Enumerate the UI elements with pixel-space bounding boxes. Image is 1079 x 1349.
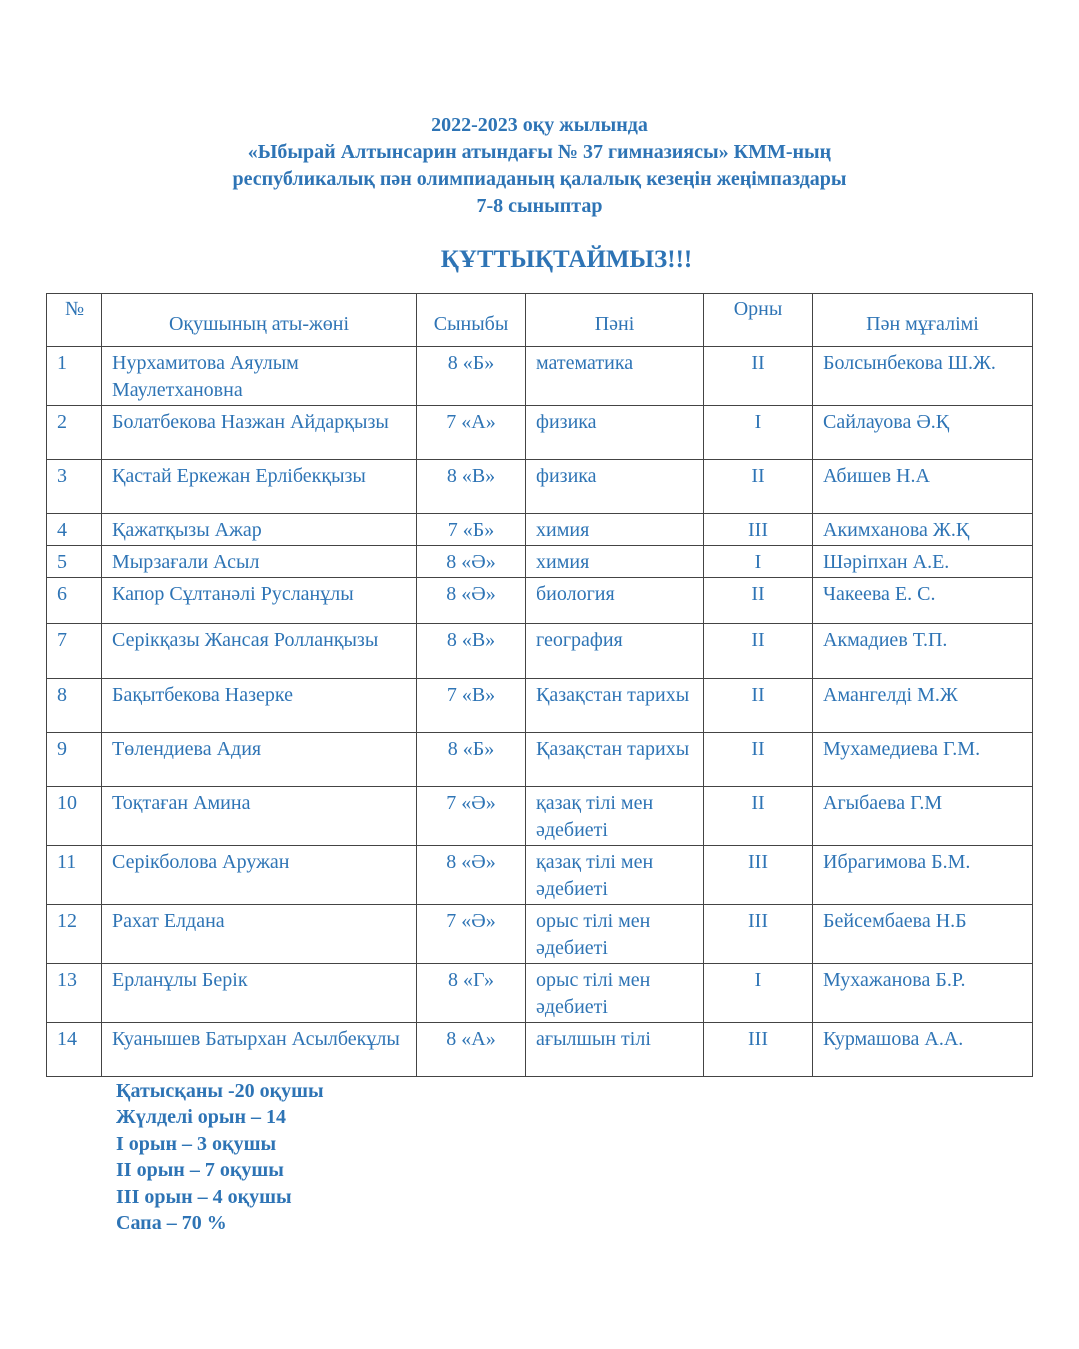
cell-subject: биология [526,578,704,624]
cell-name: Куанышев Батырхан Асылбекұлы [102,1023,417,1077]
cell-subject: химия [526,546,704,578]
cell-grade: 7 «А» [417,406,526,460]
table-header-row [47,294,1033,347]
congratulations-title: ҚҰТТЫҚТАЙМЫЗ!!! [440,246,693,273]
table-row [47,406,1033,460]
cell-teacher: Мухажанова Б.Р. [813,964,1033,1023]
column-header-name: Оқушының аты-жөні [102,294,417,347]
cell-grade: 8 «А» [417,1023,526,1077]
cell-num: 1 [47,347,102,406]
cell-teacher: Ибрагимова Б.М. [813,846,1033,905]
cell-name: Ерланұлы Берік [102,964,417,1023]
cell-teacher: Амангелді М.Ж [813,679,1033,733]
cell-place: II [704,787,813,846]
cell-subject: ағылшын тілі [526,1023,704,1077]
summary-prize-places: Жүлделі орын – 14 [116,1106,287,1129]
cell-place: I [704,406,813,460]
cell-num: 13 [47,964,102,1023]
table-row [47,905,1033,964]
header-line-year: 2022-2023 оқу жылында [431,114,648,136]
table-row [47,787,1033,846]
cell-teacher: Болсынбекова Ш.Ж. [813,347,1033,406]
cell-grade: 8 «Ә» [417,846,526,905]
document-header [0,112,1079,220]
table-body [47,347,1033,1077]
table-row [47,679,1033,733]
summary-first-place: I орын – 3 оқушы [116,1132,277,1155]
cell-name: Төлендиева Адия [102,733,417,787]
column-header-place: Орны [704,294,813,347]
cell-grade: 7 «Ә» [417,787,526,846]
cell-name: Серікқазы Жансая Ролланқызы [102,624,417,679]
cell-num: 11 [47,846,102,905]
cell-teacher: Шәріпхан А.Е. [813,546,1033,578]
cell-teacher: Абишев Н.А [813,460,1033,514]
header-line-school: «Ыбырай Алтынсарин атындағы № 37 гимназиясы» КММ-ның [247,141,832,163]
cell-num: 4 [47,514,102,546]
cell-num: 9 [47,733,102,787]
cell-teacher: Сайлауова Ә.Қ [813,406,1033,460]
cell-subject: орыс тілі мен әдебиеті [526,964,704,1023]
cell-num: 6 [47,578,102,624]
cell-place: II [704,347,813,406]
cell-num: 2 [47,406,102,460]
cell-num: 7 [47,624,102,679]
table-row [47,460,1033,514]
cell-grade: 8 «Г» [417,964,526,1023]
cell-name: Серікболова Аружан [102,846,417,905]
cell-subject: Қазақстан тарихы [526,679,704,733]
cell-grade: 7 «Б» [417,514,526,546]
cell-grade: 8 «Ә» [417,546,526,578]
cell-teacher: Акимханова Ж.Қ [813,514,1033,546]
cell-num: 5 [47,546,102,578]
cell-teacher: Агыбаева Г.М [813,787,1033,846]
cell-subject: Қазақстан тарихы [526,733,704,787]
cell-teacher: Курмашова А.А. [813,1023,1033,1077]
cell-teacher: Чакеева Е. С. [813,578,1033,624]
cell-place: I [704,546,813,578]
summary-block [116,1078,324,1236]
cell-subject: математика [526,347,704,406]
cell-place: II [704,733,813,787]
table-row [47,733,1033,787]
cell-subject: қазақ тілі мен әдебиеті [526,787,704,846]
cell-name: Қажатқызы Ажар [102,514,417,546]
table-row [47,347,1033,406]
cell-subject: химия [526,514,704,546]
cell-grade: 7 «В» [417,679,526,733]
table-row [47,514,1033,546]
table-row [47,1023,1033,1077]
header-line-grades: 7-8 сыныптар [476,195,603,217]
header-line-event: республикалық пән олимпиаданың қалалық кезеңін жеңімпаздары [232,168,847,190]
column-header-num: № [47,294,102,347]
cell-num: 3 [47,460,102,514]
cell-place: II [704,679,813,733]
cell-name: Мырзағали Асыл [102,546,417,578]
summary-second-place: II орын – 7 оқушы [116,1159,284,1182]
cell-subject: география [526,624,704,679]
cell-subject: қазақ тілі мен әдебиеті [526,846,704,905]
cell-name: Болатбекова Назжан Айдарқызы [102,406,417,460]
cell-subject: физика [526,406,704,460]
cell-num: 14 [47,1023,102,1077]
cell-place: II [704,578,813,624]
cell-name: Бақытбекова Назерке [102,679,417,733]
cell-place: I [704,964,813,1023]
cell-name: Капор Сұлтанәлі Русланұлы [102,578,417,624]
table-row [47,578,1033,624]
cell-name: Қастай Еркежан Ерлібекқызы [102,460,417,514]
summary-participants: Қатысқаны -20 оқушы [116,1080,324,1102]
column-header-grade: Сыныбы [417,294,526,347]
cell-grade: 8 «Б» [417,347,526,406]
cell-grade: 7 «Ә» [417,905,526,964]
cell-subject: орыс тілі мен әдебиеті [526,905,704,964]
cell-grade: 8 «Ә» [417,578,526,624]
cell-num: 8 [47,679,102,733]
cell-place: III [704,905,813,964]
cell-grade: 8 «Б» [417,733,526,787]
cell-place: II [704,624,813,679]
cell-name: Тоқтаған Амина [102,787,417,846]
cell-num: 12 [47,905,102,964]
cell-name: Нурхамитова Аяулым Маулетхановна [102,347,417,406]
cell-teacher: Бейсембаева Н.Б [813,905,1033,964]
cell-name: Рахат Елдана [102,905,417,964]
cell-num: 10 [47,787,102,846]
table-row [47,846,1033,905]
cell-subject: физика [526,460,704,514]
summary-quality: Сапа – 70 % [116,1212,227,1235]
table-row [47,546,1033,578]
column-header-teacher: Пән мұғалімі [813,294,1033,347]
cell-place: II [704,460,813,514]
table-row [47,964,1033,1023]
cell-grade: 8 «В» [417,460,526,514]
cell-grade: 8 «В» [417,624,526,679]
cell-teacher: Мухамедиева Г.М. [813,733,1033,787]
summary-third-place: III орын – 4 оқушы [116,1185,292,1208]
winners-table [46,293,1033,1077]
cell-place: III [704,1023,813,1077]
table-row [47,624,1033,679]
cell-place: III [704,514,813,546]
column-header-subject: Пәні [526,294,704,347]
cell-place: III [704,846,813,905]
cell-teacher: Акмадиев Т.П. [813,624,1033,679]
